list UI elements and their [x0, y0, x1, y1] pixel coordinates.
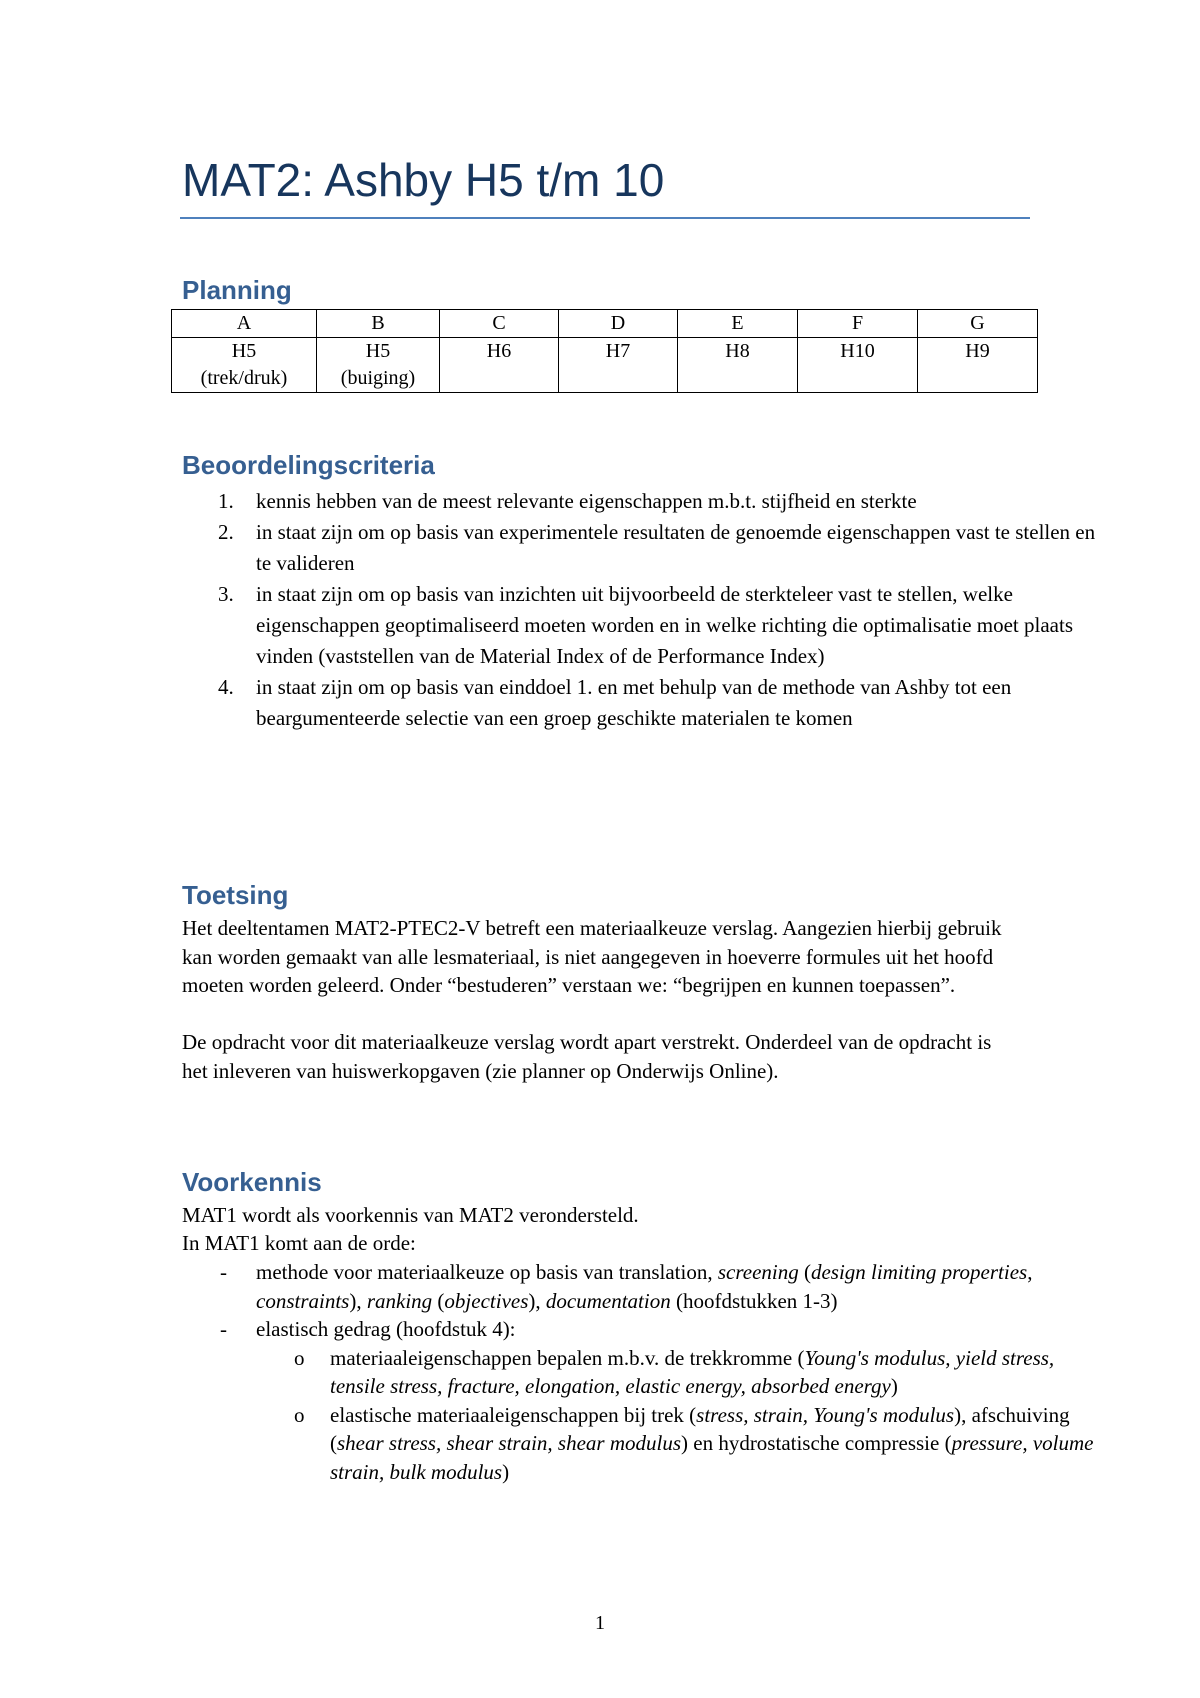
planning-col-g: G — [918, 310, 1038, 338]
planning-cell-f: H10 — [798, 338, 918, 393]
planning-cell-b: H5 (buiging) — [317, 338, 440, 393]
criteria-item: 1. kennis hebben van de meest relevante eigenschappen m.b.t. stijfheid en sterkte — [218, 489, 917, 513]
criteria-list — [182, 486, 1096, 734]
document-title: MAT2: Ashby H5 t/m 10 — [182, 154, 665, 206]
planning-col-f: F — [798, 310, 918, 338]
criteria-item: 4. in staat zijn om op basis van einddoel 1. en met behulp van de methode van Ashby tot een beargumenteerde selectie van een groep geschikte materialen te komen — [218, 675, 1012, 730]
voorkennis-line: MAT1 wordt als voorkennis van MAT2 verondersteld. — [182, 1203, 639, 1227]
toetsing-paragraph: De opdracht voor dit materiaalkeuze verslag wordt apart verstrekt. Onderdeel van de opdracht is het inleveren van huiswerkopgaven (zie planner op Onderwijs Online). — [182, 1030, 992, 1083]
criteria-item: 3. in staat zijn om op basis van inzichten uit bijvoorbeeld de sterkteleer vast te stellen, welke eigenschappen geoptimaliseerd moeten worden en in welke richting die optimalisatie moet plaats vinden (vaststellen van de Material Index of de Performance Index) — [218, 582, 1073, 668]
planning-heading: Planning — [182, 275, 292, 305]
planning-col-c: C — [440, 310, 559, 338]
page-number: 1 — [595, 1612, 605, 1634]
planning-col-d: D — [559, 310, 678, 338]
dash-bullet: - — [220, 1260, 227, 1284]
planning-table — [171, 309, 1038, 393]
voorkennis-heading: Voorkennis — [182, 1167, 322, 1197]
sub-list-item: o elastische materiaaleigenschappen bij trek (stress, strain, Young's modulus), afschuiving (shear stress, shear strain, shear modulus) en hydrostatische compressie (pressure, volume strain, bulk modulus) — [294, 1402, 1094, 1484]
planning-header-row — [172, 310, 1038, 338]
planning-cell-d: H7 — [559, 338, 678, 393]
planning-cell-e: H8 — [678, 338, 798, 393]
voorkennis-list — [182, 1258, 1096, 1486]
planning-col-a: A — [172, 310, 317, 338]
planning-col-b: B — [317, 310, 440, 338]
planning-cell-c: H6 — [440, 338, 559, 393]
planning-cell-g: H9 — [918, 338, 1038, 393]
toetsing-paragraph: Het deeltentamen MAT2-PTEC2-V betreft een materiaalkeuze verslag. Aangezien hierbij gebruik kan worden gemaakt van alle lesmateriaal, is niet aangegeven in hoeverre formules uit het hoofd moeten worden geleerd. Onder “bestuderen” verstaan we: “begrijpen en kunnen toepassen”. — [182, 916, 1002, 997]
title-underline — [180, 217, 1030, 219]
criteria-heading: Beoordelingscriteria — [182, 450, 435, 480]
sub-list-item: o materiaaleigenschappen bepalen m.b.v. de trekkromme (Young's modulus, yield stress, tensile stress, fracture, elongation, elastic energy, absorbed energy) — [294, 1345, 1055, 1398]
planning-col-e: E — [678, 310, 798, 338]
sub-list — [256, 1344, 1096, 1487]
planning-cell-a: H5 (trek/druk) — [172, 338, 317, 393]
list-item: - elastisch gedrag (hoofdstuk 4): o materiaaleigenschappen bepalen m.b.v. de trekkromme (Young's modulus, yield stress, tensile stress, fracture, elongation, elastic energy, absorbed energy) o elastische materiaaleigenschappen bij trek (stress, strain, Young's modulus), afschuiving (shear stress, shear strain, shear modulus) en hydrostatische compressie (pressure, volume strain, bulk modulus) — [256, 1315, 1096, 1486]
circle-bullet: o — [294, 1345, 305, 1370]
toetsing-heading: Toetsing — [182, 880, 289, 910]
planning-chapter-row — [172, 338, 1038, 393]
list-item: - methode voor materiaalkeuze op basis van translation, screening (design limiting properties, constraints), ranking (objectives), documentation (hoofdstukken 1-3) — [220, 1260, 1033, 1313]
dash-bullet: - — [220, 1317, 227, 1341]
criteria-item: 2. in staat zijn om op basis van experimentele resultaten de genoemde eigenschappen vast te stellen en te valideren — [218, 520, 1096, 575]
circle-bullet: o — [294, 1402, 305, 1427]
voorkennis-line: In MAT1 komt aan de orde: — [182, 1231, 416, 1255]
